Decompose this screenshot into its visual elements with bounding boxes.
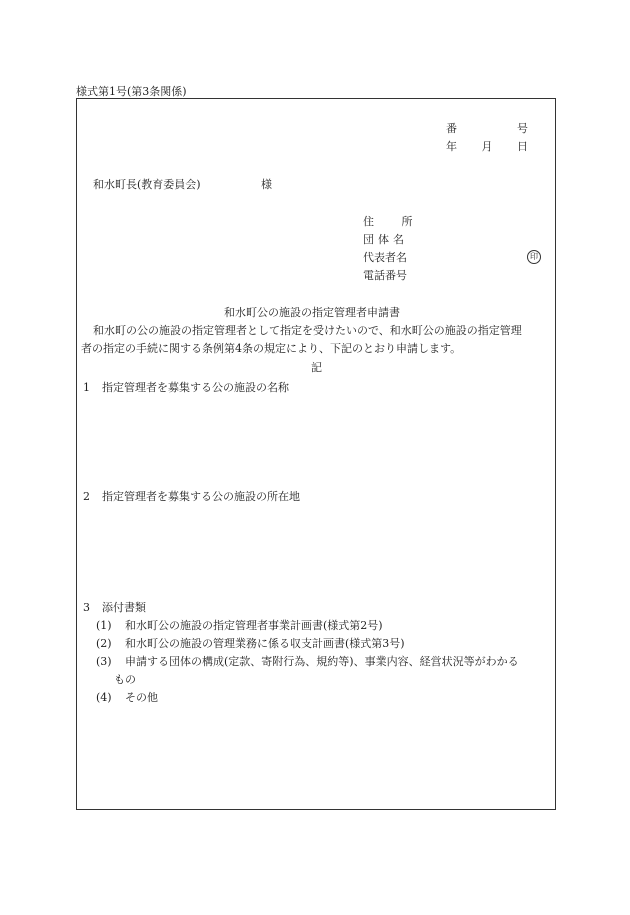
section3-num: 3 [83, 601, 90, 614]
section2-num: 2 [83, 490, 90, 503]
org-label: 団体名 [363, 233, 408, 246]
ki-heading: 記 [311, 361, 322, 374]
rep-label: 代表者名 [363, 251, 407, 264]
day-label: 日 [517, 140, 528, 153]
attachment-4-num: (4) [96, 691, 112, 704]
attachment-3-text: 申請する団体の構成(定款、寄附行為、規約等)、事業内容、経営状況等がわかる [125, 655, 519, 668]
address-label-row [363, 215, 425, 228]
attachment-2-num: (2) [96, 637, 112, 650]
month-label: 月 [481, 140, 493, 153]
attachment-4-text: その他 [125, 691, 158, 704]
number-label: 番 [446, 122, 457, 135]
address-label: 住 所 [363, 215, 425, 228]
addressee-name: 和水町長(教育委員会) [93, 178, 201, 191]
seal-icon: 印 [527, 250, 541, 264]
document-title: 和水町公の施設の指定管理者申請書 [224, 306, 400, 319]
section1-text: 指定管理者を募集する公の施設の名称 [102, 381, 289, 394]
section2-text: 指定管理者を募集する公の施設の所在地 [102, 490, 300, 503]
body-line-1: 和水町の公の施設の指定管理者として指定を受けたいので、和水町公の施設の指定管理 [93, 324, 522, 337]
seal-mark [527, 250, 541, 264]
attachment-3-continuation: もの [114, 673, 136, 686]
number-suffix: 号 [517, 122, 528, 135]
year-label: 年 [446, 140, 457, 153]
attachment-3-num: (3) [96, 655, 112, 668]
section1-num: 1 [83, 381, 90, 394]
section3-text: 添付書類 [102, 601, 146, 614]
attachment-2-text: 和水町公の施設の管理業務に係る収支計画書(様式第3号) [125, 637, 405, 650]
attachment-1-text: 和水町公の施設の指定管理者事業計画書(様式第2号) [125, 619, 383, 632]
date-line [446, 141, 528, 152]
application-form-frame [76, 98, 556, 810]
form-label: 様式第1号(第3条関係) [76, 85, 187, 98]
phone-label: 電話番号 [363, 269, 407, 282]
number-line [446, 123, 528, 134]
body-line-2: 者の指定の手続に関する条例第4条の規定により、下記のとおり申請します。 [81, 342, 462, 355]
addressee-honorific: 様 [261, 178, 272, 191]
attachment-1-num: (1) [96, 619, 112, 632]
